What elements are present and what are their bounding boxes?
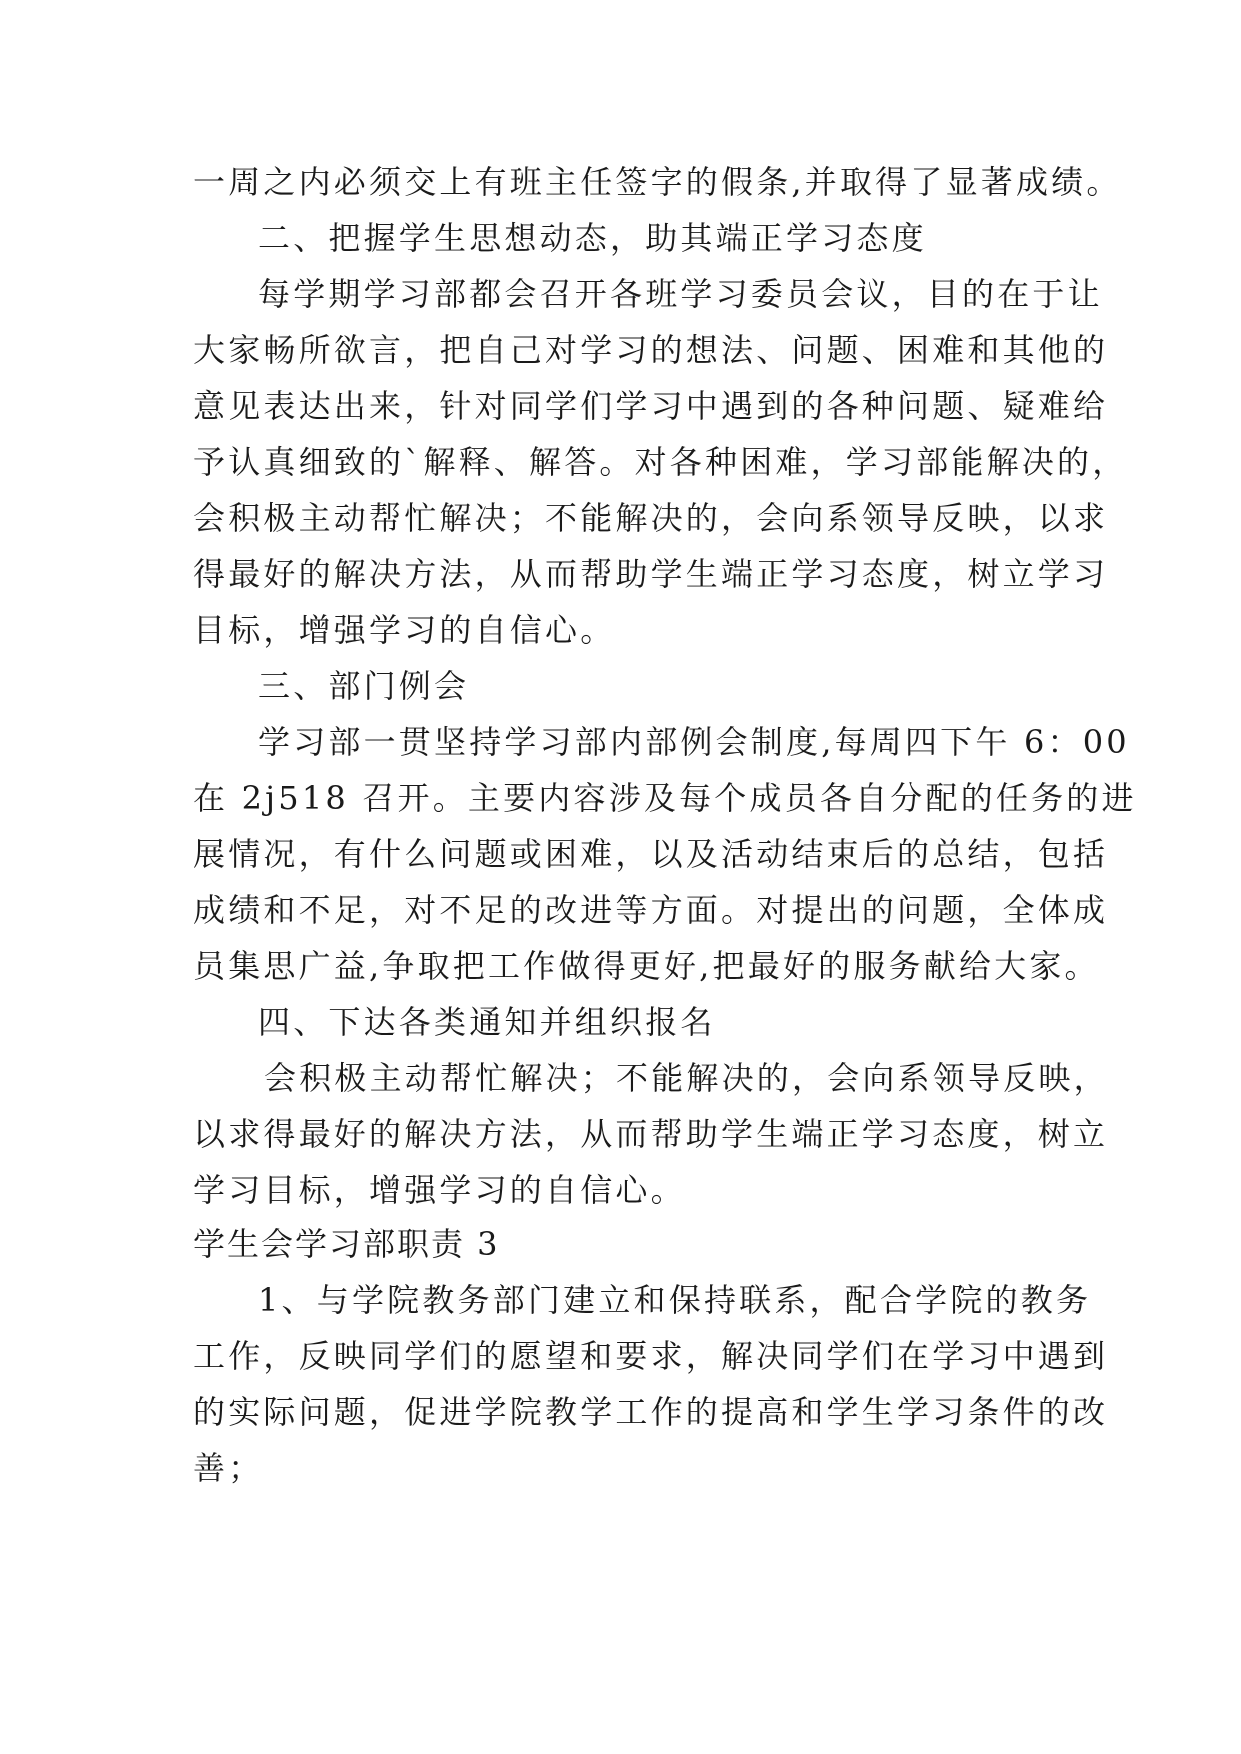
section-heading: 三、部门例会 <box>258 667 470 705</box>
body-line: 展情况，有什么问题或困难，以及活动结束后的总结，包括 <box>193 835 1109 873</box>
body-line: 目标，增强学习的自信心。 <box>193 611 616 649</box>
body-line: 学习目标，增强学习的自信心。 <box>193 1171 686 1209</box>
body-line: 意见表达出来，针对同学们学习中遇到的各种问题、疑难给 <box>193 387 1109 425</box>
section-heading: 四、下达各类通知并组织报名 <box>258 1003 716 1041</box>
body-line: 1、与学院教务部门建立和保持联系，配合学院的教务 <box>258 1281 1092 1319</box>
document-title: 学生会学习部职责 3 <box>193 1225 500 1263</box>
body-line: 学习部一贯坚持学习部内部例会制度,每周四下午 6：00 <box>258 723 1130 761</box>
body-line: 以求得最好的解决方法，从而帮助学生端正学习态度，树立 <box>193 1115 1109 1153</box>
body-line: 善； <box>193 1449 264 1487</box>
body-line: 得最好的解决方法，从而帮助学生端正学习态度，树立学习 <box>193 555 1109 593</box>
body-line: 员集思广益,争取把工作做得更好,把最好的服务献给大家。 <box>193 947 1100 985</box>
body-line: 会积极主动帮忙解决；不能解决的，会向系领导反映， <box>264 1059 1109 1097</box>
body-line: 一周之内必须交上有班主任签字的假条,并取得了显著成绩。 <box>193 163 1122 201</box>
body-line: 会积极主动帮忙解决；不能解决的，会向系领导反映，以求 <box>193 499 1109 537</box>
section-heading: 二、把握学生思想动态，助其端正学习态度 <box>258 219 927 257</box>
body-line: 工作，反映同学们的愿望和要求，解决同学们在学习中遇到 <box>193 1337 1109 1375</box>
body-line: 予认真细致的`解释、解答。对各种困难，学习部能解决的， <box>193 443 1128 481</box>
body-line: 的实际问题，促进学院教学工作的提高和学生学习条件的改 <box>193 1393 1109 1431</box>
body-line: 成绩和不足，对不足的改进等方面。对提出的问题，全体成 <box>193 891 1109 929</box>
body-line: 每学期学习部都会召开各班学习委员会议，目的在于让 <box>258 275 1103 313</box>
body-line: 大家畅所欲言，把自己对学习的想法、问题、困难和其他的 <box>193 331 1109 369</box>
body-line: 在 2j518 召开。主要内容涉及每个成员各自分配的任务的进 <box>193 779 1137 817</box>
